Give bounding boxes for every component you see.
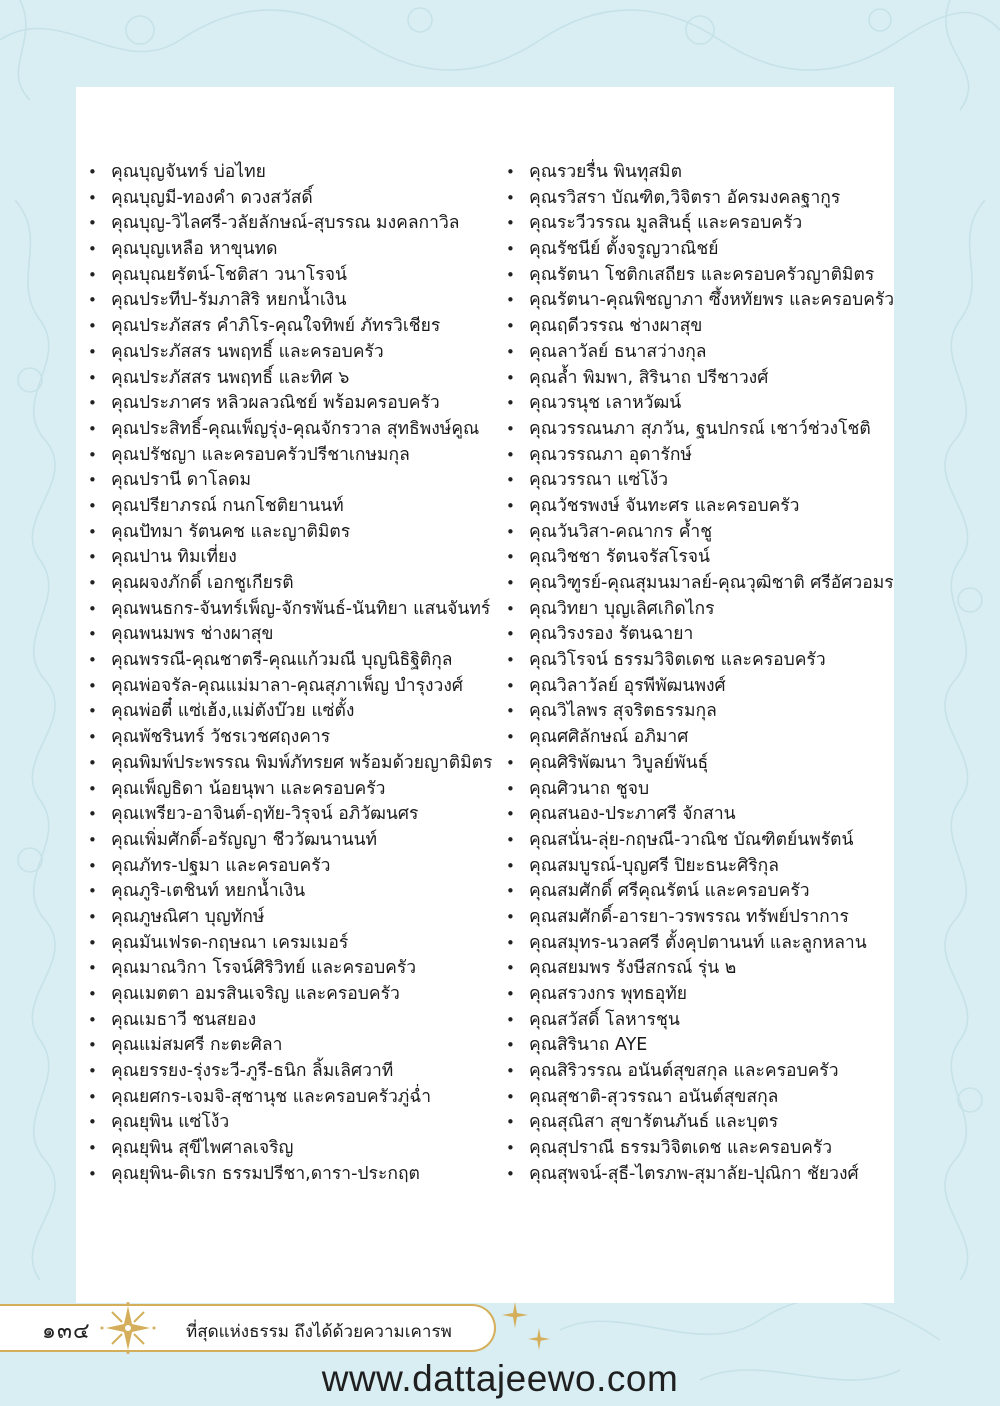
donor-name: คุณบุญจันทร์ บ่อไทย	[111, 162, 266, 182]
bullet-icon: •	[506, 599, 515, 618]
list-item	[506, 1162, 894, 1188]
donor-name: คุณวิทยา บุญเลิศเกิดไกร	[529, 598, 715, 619]
bullet-icon: •	[506, 342, 515, 361]
list-item	[506, 725, 894, 751]
list-item	[88, 417, 508, 443]
bullet-icon: •	[88, 445, 97, 464]
bullet-icon: •	[506, 291, 515, 310]
bullet-icon: •	[506, 702, 515, 721]
bullet-icon: •	[88, 522, 97, 541]
list-item	[88, 571, 508, 597]
donor-name: คุณศิวนาถ ชูจบ	[529, 778, 650, 799]
bullet-icon: •	[506, 728, 515, 747]
bullet-icon: •	[88, 985, 97, 1003]
bullet-icon: •	[88, 1087, 97, 1106]
gold-star-ornament-icon	[100, 1302, 156, 1354]
list-item	[506, 622, 894, 648]
list-item	[88, 186, 508, 212]
donor-name: คุณประภัสสร นพฤทธิ์ และทิศ ๖	[111, 367, 350, 388]
donor-name: คุณปรียาภรณ์ กนกโชติยานนท์	[111, 495, 344, 516]
bullet-icon: •	[88, 676, 97, 695]
list-item	[506, 340, 894, 366]
bullet-icon: •	[88, 1139, 97, 1158]
bullet-icon: •	[506, 419, 515, 438]
bullet-icon: •	[506, 625, 515, 644]
donor-name: คุณรัชนีย์ ตั้งจรูญวาณิชย์	[529, 239, 719, 260]
list-item	[506, 1059, 894, 1085]
donor-name: คุณวิฑูรย์-คุณสุมนมาลย์-คุณวุฒิชาติ ศรีอัศวอมร	[529, 573, 894, 593]
list-item	[88, 443, 508, 469]
list-item	[88, 1162, 508, 1188]
donor-name: คุณสวัสดิ์ โลหารชุน	[529, 1009, 680, 1030]
list-item	[506, 494, 894, 520]
list-item	[506, 931, 894, 957]
bullet-icon: •	[88, 830, 97, 849]
list-item	[88, 1085, 508, 1111]
list-item	[506, 186, 894, 212]
donor-name: คุณวรรณนภา สุภวัน, ฐนปกรณ์ เชาว์ช่วงโชติ	[529, 418, 871, 439]
bullet-icon: •	[88, 1036, 97, 1055]
footer-title: ที่สุดแห่งธรรม ถึงได้ด้วยความเคารพ	[186, 1322, 452, 1342]
donor-name: คุณปรานี ดาโลดม	[111, 470, 252, 491]
donor-name: คุณสมบูรณ์-บุญศรี ปิยะธนะศิริกุล	[529, 855, 779, 876]
list-item	[88, 802, 508, 828]
donor-name: คุณเพ็ญธิดา น้อยนุพา และครอบครัว	[111, 778, 386, 799]
donor-name: คุณลาวัลย์ ธนาสว่างกุล	[529, 341, 707, 362]
list-item	[88, 854, 508, 880]
donor-name: คุณประสิทธิ์-คุณเพ็ญรุ่ง-คุณจักรวาล สุทธิพงษ์คูณ	[111, 418, 480, 439]
donor-name: คุณสิรินาถ AYE	[529, 1035, 648, 1056]
bullet-icon: •	[88, 882, 97, 901]
donor-name: คุณสมศักดิ์ ศรีคุณรัตน์ และครอบครัว	[529, 881, 810, 902]
bullet-icon: •	[506, 265, 515, 284]
name-list-right	[506, 160, 894, 1188]
bullet-icon: •	[506, 907, 515, 926]
list-item	[506, 314, 894, 340]
bullet-icon: •	[88, 702, 97, 721]
list-item	[88, 237, 508, 263]
bullet-icon: •	[88, 368, 97, 387]
bullet-icon: •	[88, 574, 97, 592]
bullet-icon: •	[506, 188, 515, 207]
list-item	[506, 1085, 894, 1111]
list-item	[88, 211, 508, 237]
list-item	[506, 699, 894, 725]
donor-name: คุณเพิ่มศักดิ์-อรัญญา ชีววัฒนานนท์	[111, 829, 378, 850]
bullet-icon: •	[88, 907, 97, 926]
list-item	[88, 931, 508, 957]
list-item	[88, 391, 508, 417]
list-item	[88, 288, 508, 314]
donor-name: คุณระวีวรรณ มูลสินธุ์ และครอบครัว	[529, 213, 803, 234]
donor-name: คุณสิริวรรณ อนันต์สุขสกุล และครอบครัว	[529, 1061, 839, 1082]
donor-name: คุณสุณิสา สุขารัตนภันธ์ และบุตร	[529, 1112, 779, 1133]
bullet-icon: •	[506, 522, 515, 541]
donor-name: คุณสุชาติ-สุวรรณา อนันต์สุขสกุล	[529, 1086, 779, 1107]
donor-name: คุณพรรณี-คุณชาตรี-คุณแก้วมณี บุญนิธิฐิติกุล	[111, 650, 453, 671]
donor-name: คุณภูษณิศา บุญทักษ์	[111, 906, 265, 927]
list-item	[506, 982, 894, 1008]
bullet-icon: •	[506, 985, 515, 1003]
bullet-icon: •	[88, 214, 97, 233]
list-item	[506, 417, 894, 443]
list-item	[88, 648, 508, 674]
list-item	[506, 674, 894, 700]
list-item	[506, 905, 894, 931]
list-item	[88, 340, 508, 366]
list-item	[506, 520, 894, 546]
list-item	[506, 366, 894, 392]
donor-name: คุณยรรยง-รุ่งระวี-ภูรี-ธนิก ลิ้มเลิศวาที	[111, 1061, 394, 1082]
list-item	[88, 1033, 508, 1059]
bullet-icon: •	[506, 548, 515, 567]
list-item	[506, 443, 894, 469]
bullet-icon: •	[506, 574, 515, 592]
donor-name: คุณสุปราณี ธรรมวิจิตเดช และครอบครัว	[529, 1138, 833, 1159]
list-item	[506, 854, 894, 880]
list-item	[506, 263, 894, 289]
list-item	[88, 828, 508, 854]
bullet-icon: •	[506, 240, 515, 259]
list-item	[88, 699, 508, 725]
bullet-icon: •	[506, 882, 515, 901]
donor-name: คุณประภัสสร คำภิโร-คุณใจทิพย์ ภัทรวิเชียร	[111, 316, 441, 337]
list-item	[88, 263, 508, 289]
donor-name: คุณสนั่น-ลุ่ย-กฤษณี-วาณิช บัณฑิตย์นพรัตน์	[529, 829, 854, 850]
bullet-icon: •	[506, 753, 515, 772]
bullet-icon: •	[506, 496, 515, 515]
list-item	[88, 597, 508, 623]
list-item	[88, 314, 508, 340]
list-item	[506, 571, 894, 597]
bullet-icon: •	[506, 830, 515, 849]
bullet-icon: •	[88, 728, 97, 747]
list-item	[506, 751, 894, 777]
bullet-icon: •	[88, 1113, 97, 1132]
bullet-icon: •	[88, 651, 97, 670]
bullet-icon: •	[506, 317, 515, 336]
donor-name: คุณรวยรื่น พินทุสมิต	[529, 162, 682, 182]
bullet-icon: •	[506, 779, 515, 798]
list-item	[88, 751, 508, 777]
donor-name: คุณปาน ทิมเที่ยง	[111, 547, 237, 568]
list-item	[88, 622, 508, 648]
name-list-left	[88, 160, 508, 1188]
donor-name: คุณยศกร-เจมจิ-สุชานุช และครอบครัวภู่ฉ่ำ	[111, 1086, 432, 1107]
sparkle-ornament-icon	[528, 1328, 550, 1350]
bullet-icon: •	[88, 394, 97, 413]
donor-name: คุณภัทร-ปฐมา และครอบครัว	[111, 855, 331, 876]
list-item	[506, 160, 894, 186]
bullet-icon: •	[88, 1062, 97, 1081]
donor-name: คุณวิโรจน์ ธรรมวิจิตเดช และครอบครัว	[529, 650, 826, 671]
donor-name: คุณพิมพ์ประพรรณ พิมพ์ภัทรยศ พร้อมด้วยญาติมิตร	[111, 752, 493, 773]
donor-name: คุณล้ำ พิมพา, สิรินาถ ปรีชาวงศ์	[529, 367, 769, 388]
list-item	[88, 777, 508, 803]
bullet-icon: •	[88, 265, 97, 284]
list-item	[506, 545, 894, 571]
list-item	[88, 1008, 508, 1034]
donor-name: คุณปรัชญา และครอบครัวปรีชาเกษมกุล	[111, 444, 410, 465]
bullet-icon: •	[88, 1010, 97, 1029]
bullet-icon: •	[88, 599, 97, 618]
list-item	[88, 545, 508, 571]
list-item	[88, 520, 508, 546]
website-url: www.dattajeewo.com	[321, 1358, 679, 1399]
donor-name: คุณวรรณา แซ่โง้ว	[529, 470, 669, 491]
list-item	[506, 648, 894, 674]
bullet-icon: •	[88, 753, 97, 772]
bullet-icon: •	[88, 317, 97, 336]
list-item	[506, 828, 894, 854]
list-item	[506, 1136, 894, 1162]
bullet-icon: •	[88, 188, 97, 207]
donor-name: คุณสรวงกร พุทธอุทัย	[529, 984, 688, 1004]
donor-name: คุณผจงภักดิ์ เอกชูเกียรติ	[111, 573, 294, 593]
list-item	[88, 725, 508, 751]
donor-name: คุณปัทมา รัตนคช และญาติมิตร	[111, 521, 351, 542]
bullet-icon: •	[88, 471, 97, 490]
donor-name: คุณพ่อจรัล-คุณแม่มาลา-คุณสุภาเพ็ญ บำรุงวงศ์	[111, 675, 463, 696]
list-item	[88, 494, 508, 520]
bullet-icon: •	[506, 1010, 515, 1029]
bullet-icon: •	[506, 651, 515, 670]
list-item	[506, 1008, 894, 1034]
donor-name: คุณมันเฟรด-กฤษณา เครมเมอร์	[111, 932, 349, 953]
list-item	[506, 597, 894, 623]
bullet-icon: •	[88, 625, 97, 644]
list-item	[88, 956, 508, 982]
list-item	[506, 1033, 894, 1059]
bullet-icon: •	[506, 163, 515, 181]
bullet-icon: •	[506, 471, 515, 490]
donor-name: คุณบุญเหลือ หาขุนทด	[111, 239, 278, 260]
bullet-icon: •	[506, 676, 515, 695]
bullet-icon: •	[506, 1087, 515, 1106]
bullet-icon: •	[506, 856, 515, 875]
donor-name: คุณเมตตา อมรสินเจริญ และครอบครัว	[111, 984, 400, 1004]
list-item	[88, 674, 508, 700]
list-item	[88, 1110, 508, 1136]
list-item	[506, 391, 894, 417]
bullet-icon: •	[88, 548, 97, 567]
list-item	[506, 1110, 894, 1136]
list-item	[88, 1136, 508, 1162]
bullet-icon: •	[506, 805, 515, 824]
donor-name: คุณพนมพร ช่างผาสุข	[111, 624, 274, 645]
donor-name: คุณรัตนา โชติกเสถียร และครอบครัวญาติมิตร	[529, 264, 875, 285]
bullet-icon: •	[506, 959, 515, 978]
donor-name: คุณสมศักดิ์-อารยา-วรพรรณ ทรัพย์ปราการ	[529, 906, 849, 927]
donor-name: คุณศศิลักษณ์ อภิมาศ	[529, 727, 689, 748]
donor-name: คุณสนอง-ประภาศรี จักสาน	[529, 804, 736, 825]
donor-name: คุณพนธกร-จันทร์เพ็ญ-จักรพันธ์-นันทิยา แสนจันทร์	[111, 598, 491, 619]
bullet-icon: •	[506, 933, 515, 952]
donor-name: คุณวิไลพร สุจริตธรรมกุล	[529, 701, 717, 722]
donor-name: คุณยุพิน-ดิเรก ธรรมปรีชา,ดารา-ประกฤต	[111, 1163, 420, 1184]
bullet-icon: •	[506, 1062, 515, 1081]
donor-name: คุณยุพิน สุขีไพศาลเจริญ	[111, 1138, 294, 1159]
page-number: ๑๓๔	[42, 1319, 91, 1344]
donor-name: คุณวรนุช เลาหวัฒน์	[529, 393, 682, 414]
list-item	[506, 956, 894, 982]
donor-name: คุณสยมพร รังษีสกรณ์ รุ่น ๒	[529, 958, 737, 979]
donor-name: คุณประภัสสร นพฤทธิ์ และครอบครัว	[111, 341, 384, 362]
list-item	[88, 905, 508, 931]
donor-name: คุณบุญมี-ทองคำ ดวงสวัสดิ์	[111, 187, 313, 208]
donor-name: คุณภูริ-เตชินท์ หยกน้ำเงิน	[111, 881, 306, 902]
bullet-icon: •	[88, 805, 97, 824]
list-item	[88, 879, 508, 905]
donor-name: คุณรวิสรา บัณฑิต,วิจิตรา อัครมงคลฐากูร	[529, 187, 841, 208]
bullet-icon: •	[506, 214, 515, 233]
bullet-icon: •	[506, 368, 515, 387]
list-item	[88, 1059, 508, 1085]
list-item	[506, 468, 894, 494]
donor-name: คุณรัตนา-คุณพิชญาภา ซึ้งหทัยพร และครอบครัว	[529, 290, 895, 311]
donor-name: คุณเมธาวี ชนสยอง	[111, 1009, 257, 1030]
list-item	[506, 237, 894, 263]
donor-name: คุณแม่สมศรี กะตะศิลา	[111, 1035, 283, 1056]
sparkle-ornament-icon	[502, 1302, 528, 1328]
bullet-icon: •	[88, 163, 97, 181]
bullet-icon: •	[88, 856, 97, 875]
donor-name: คุณพัชรินทร์ วัชรเวชศฤงคาร	[111, 727, 331, 748]
list-item	[88, 982, 508, 1008]
bullet-icon: •	[88, 933, 97, 952]
bullet-icon: •	[88, 959, 97, 978]
donor-name: คุณมาณวิกา โรจน์ศิริวิทย์ และครอบครัว	[111, 958, 417, 979]
bullet-icon: •	[88, 240, 97, 259]
list-item	[88, 160, 508, 186]
list-item	[506, 777, 894, 803]
list-item	[506, 288, 894, 314]
bullet-icon: •	[506, 1164, 515, 1183]
donor-name: คุณวัชรพงษ์ จันทะศร และครอบครัว	[529, 495, 800, 516]
bullet-icon: •	[88, 779, 97, 798]
list-item	[506, 879, 894, 905]
donor-name: คุณวรรณภา อุดารักษ์	[529, 444, 692, 465]
donor-name: คุณวิชชา รัตนจรัสโรจน์	[529, 547, 710, 568]
donor-name: คุณสมุทร-นวลศรี ตั้งคุปตานนท์ และลูกหลาน	[529, 932, 867, 953]
bullet-icon: •	[506, 1139, 515, 1158]
list-item	[88, 366, 508, 392]
bullet-icon: •	[506, 1036, 515, 1055]
list-item	[88, 468, 508, 494]
donor-name: คุณเพรียว-อาจินต์-ฤทัย-วิรุจน์ อภิวัฒนศร	[111, 804, 419, 825]
bullet-icon: •	[88, 496, 97, 515]
donor-name: คุณวิลาวัลย์ อุรพีพัฒนพงศ์	[529, 675, 726, 696]
list-item	[506, 802, 894, 828]
donor-name: คุณบุณยรัตน์-โชติสา วนาโรจน์	[111, 264, 347, 285]
donor-name: คุณบุญ-วิไลศรี-วลัยลักษณ์-สุบรรณ มงคลกาวิล	[111, 213, 460, 234]
bullet-icon: •	[506, 1113, 515, 1132]
donor-name: คุณพ่อตี๋ แซ่เฮ้ง,แม่ตังบ๊วย แซ่ตั้ง	[111, 701, 355, 722]
donor-name: คุณวิรงรอง รัตนฉายา	[529, 624, 694, 645]
donor-name: คุณประภาศร หลิวผลวณิชย์ พร้อมครอบครัว	[111, 393, 440, 414]
donor-name: คุณยุพิน แซ่โง้ว	[111, 1112, 230, 1133]
donor-name: คุณวันวิสา-คณากร ค้ำชู	[529, 521, 713, 542]
bullet-icon: •	[88, 291, 97, 310]
bullet-icon: •	[88, 342, 97, 361]
bullet-icon: •	[88, 419, 97, 438]
bullet-icon: •	[506, 445, 515, 464]
donor-name: คุณสุพจน์-สุธี-ไตรภพ-สุมาลัย-ปุณิกา ชัยวงศ์	[529, 1163, 859, 1184]
donor-name: คุณศิริพัฒนา วิบูลย์พันธุ์	[529, 752, 709, 773]
donor-name: คุณฤดีวรรณ ช่างผาสุข	[529, 316, 703, 337]
list-item	[506, 211, 894, 237]
bullet-icon: •	[88, 1164, 97, 1183]
bullet-icon: •	[506, 394, 515, 413]
donor-name: คุณประทีป-รัมภาสิริ หยกน้ำเงิน	[111, 290, 347, 311]
